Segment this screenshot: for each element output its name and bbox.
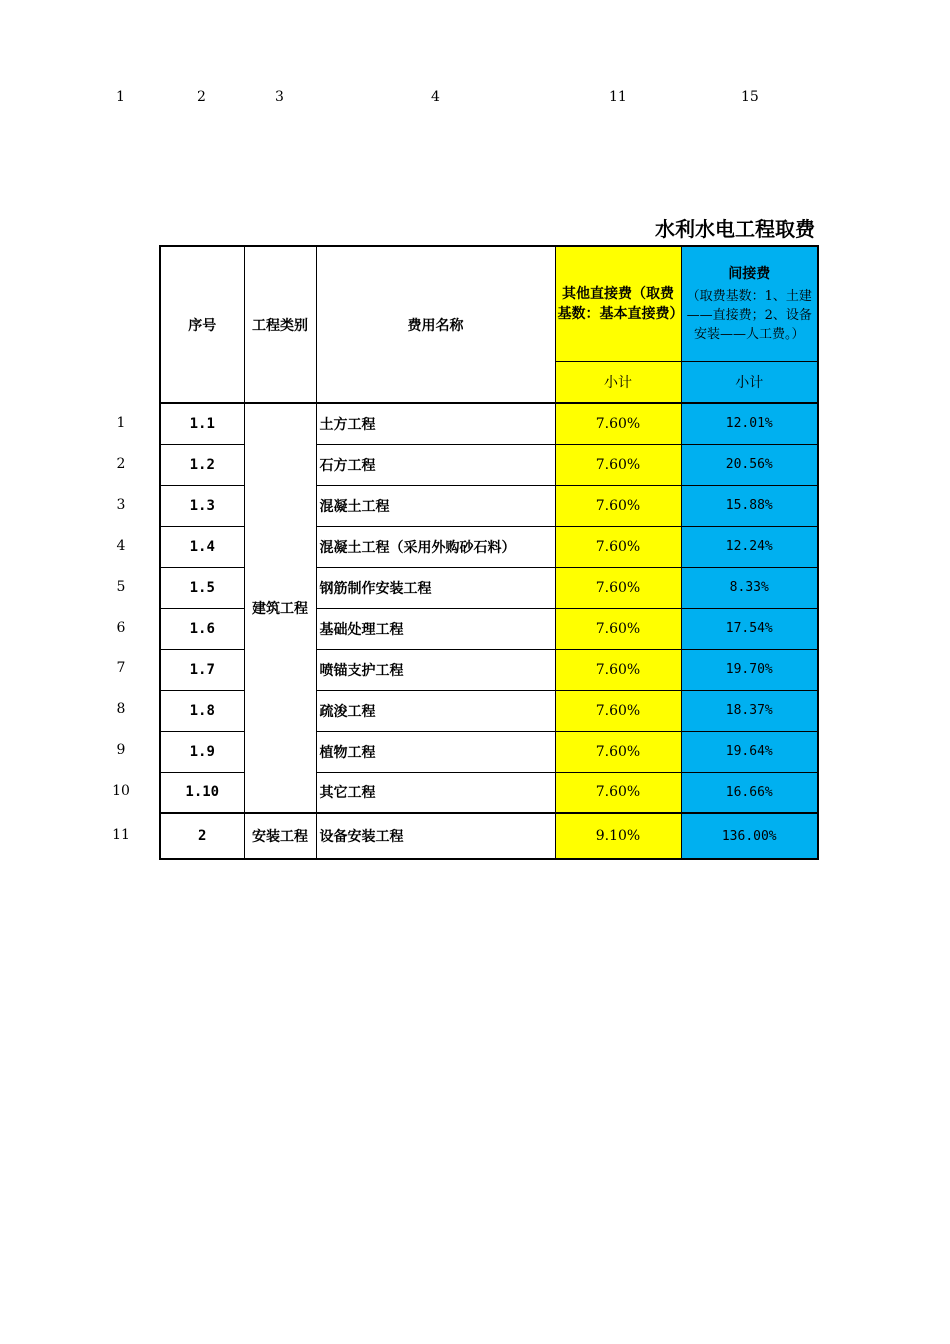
row-code: 1.4 <box>160 526 244 567</box>
row-other-direct: 7.60% <box>555 731 681 772</box>
row-other-direct: 7.60% <box>555 567 681 608</box>
row-code: 1.6 <box>160 608 244 649</box>
sheet-title: 水利水电工程取费 <box>655 217 815 241</box>
row-name: 混凝土工程（采用外购砂石料） <box>316 526 555 567</box>
row-other-direct: 7.60% <box>555 690 681 731</box>
header-seq: 序号 <box>160 246 244 403</box>
row-indirect: 19.70% <box>681 649 818 690</box>
column-number: 1 <box>116 89 125 105</box>
row-indirect: 16.66% <box>681 772 818 813</box>
row-number: 1 <box>116 415 126 431</box>
row-other-direct: 9.10% <box>555 813 681 859</box>
row-number: 11 <box>112 827 130 843</box>
row-number: 9 <box>116 742 126 758</box>
header-subtotal-other: 小计 <box>555 361 681 403</box>
table-row <box>160 813 818 859</box>
row-code: 1.3 <box>160 485 244 526</box>
row-indirect: 12.01% <box>681 403 818 444</box>
row-name: 喷锚支护工程 <box>316 649 555 690</box>
row-code: 1.7 <box>160 649 244 690</box>
column-number: 4 <box>431 89 440 105</box>
row-name: 其它工程 <box>316 772 555 813</box>
header-fee-name: 费用名称 <box>316 246 555 403</box>
row-code: 1.8 <box>160 690 244 731</box>
row-code: 1.2 <box>160 444 244 485</box>
row-other-direct: 7.60% <box>555 526 681 567</box>
row-name: 基础处理工程 <box>316 608 555 649</box>
row-code: 1.10 <box>160 772 244 813</box>
fee-table <box>159 245 819 860</box>
header-category: 工程类别 <box>244 246 316 403</box>
row-name: 疏浚工程 <box>316 690 555 731</box>
row-name: 植物工程 <box>316 731 555 772</box>
row-other-direct: 7.60% <box>555 608 681 649</box>
row-indirect: 17.54% <box>681 608 818 649</box>
row-code: 1.9 <box>160 731 244 772</box>
row-name: 设备安装工程 <box>316 813 555 859</box>
row-number: 8 <box>116 701 126 717</box>
column-number: 2 <box>197 89 206 105</box>
row-indirect: 19.64% <box>681 731 818 772</box>
row-indirect: 12.24% <box>681 526 818 567</box>
row-other-direct: 7.60% <box>555 649 681 690</box>
header-indirect-note: （取费基数：1、土建——直接费；2、设备安装——人工费。） <box>686 289 812 343</box>
row-indirect: 8.33% <box>681 567 818 608</box>
row-name: 混凝土工程 <box>316 485 555 526</box>
column-number: 15 <box>741 89 759 105</box>
row-indirect: 15.88% <box>681 485 818 526</box>
category-cell: 建筑工程 <box>244 403 316 813</box>
row-name: 土方工程 <box>316 403 555 444</box>
row-indirect: 136.00% <box>681 813 818 859</box>
header-other-direct: 其他直接费（取费基数：基本直接费） <box>555 246 681 361</box>
row-code: 1.5 <box>160 567 244 608</box>
table-row <box>160 403 818 444</box>
row-number: 2 <box>116 456 126 472</box>
row-code: 2 <box>160 813 244 859</box>
category-cell: 安装工程 <box>244 813 316 859</box>
row-other-direct: 7.60% <box>555 444 681 485</box>
row-indirect: 18.37% <box>681 690 818 731</box>
row-number: 10 <box>112 783 130 799</box>
row-name: 石方工程 <box>316 444 555 485</box>
row-number: 6 <box>116 620 126 636</box>
row-number: 5 <box>116 579 126 595</box>
row-other-direct: 7.60% <box>555 485 681 526</box>
header-indirect-title: 间接费 <box>728 266 771 283</box>
row-code: 1.1 <box>160 403 244 444</box>
header-indirect <box>681 246 818 361</box>
row-name: 钢筋制作安装工程 <box>316 567 555 608</box>
column-number: 11 <box>609 89 627 105</box>
row-number: 7 <box>116 660 126 676</box>
row-indirect: 20.56% <box>681 444 818 485</box>
row-other-direct: 7.60% <box>555 403 681 444</box>
header-subtotal-indirect: 小计 <box>681 361 818 403</box>
row-number: 4 <box>116 538 126 554</box>
row-other-direct: 7.60% <box>555 772 681 813</box>
row-number: 3 <box>116 497 126 513</box>
column-number: 3 <box>275 89 284 105</box>
